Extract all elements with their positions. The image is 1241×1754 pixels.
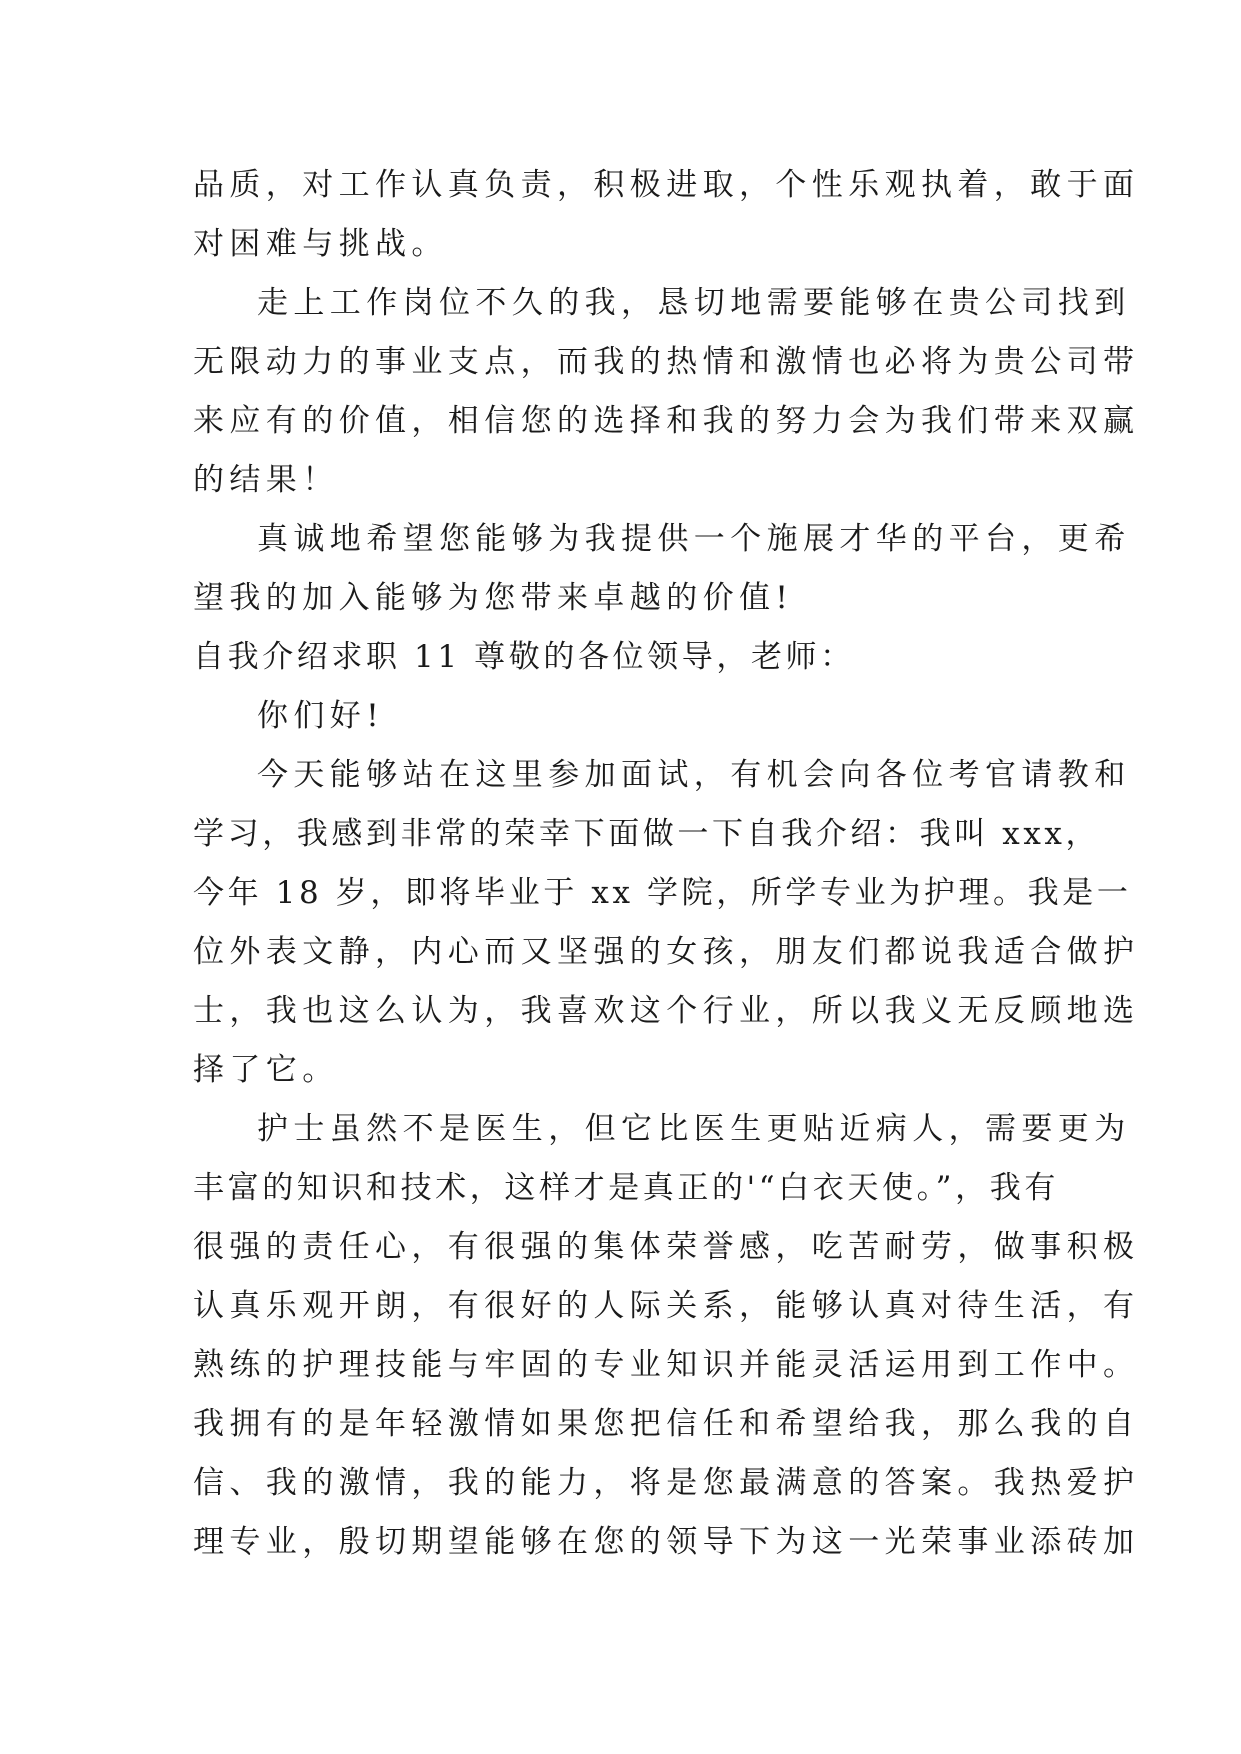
text-line: 无限动力的事业支点，而我的热情和激情也必将为贵公司带 <box>193 344 1140 380</box>
text-line: 品质，对工作认真负责，积极进取，个性乐观执着，敢于面 <box>193 167 1140 203</box>
text-line: 学习，我感到非常的荣幸下面做一下自我介绍：我叫 xxx， <box>193 816 1101 852</box>
document-body <box>193 156 1140 1572</box>
text-line: 的结果！ <box>193 462 339 498</box>
text-line: 理专业，殷切期望能够在您的领导下为这一光荣事业添砖加 <box>193 1524 1140 1560</box>
text-line: 真诚地希望您能够为我提供一个施展才华的平台，更希 <box>257 521 1131 557</box>
text-line: 择了它。 <box>193 1052 339 1088</box>
text-line: 很强的责任心，有很强的集体荣誉感，吃苦耐劳，做事积极 <box>193 1229 1140 1265</box>
text-line: 走上工作岗位不久的我，恳切地需要能够在贵公司找到 <box>257 285 1131 321</box>
greeting-line: 你们好! <box>257 698 385 734</box>
text-line: 今天能够站在这里参加面试，有机会向各位考官请教和 <box>257 757 1131 793</box>
text-line: 护士虽然不是医生，但它比医生更贴近病人，需要更为 <box>257 1111 1131 1147</box>
text-line: 认真乐观开朗，有很好的人际关系，能够认真对待生活，有 <box>193 1288 1140 1324</box>
text-line: 丰富的知识和技术，这样才是真正的'“白衣天使。”，我有 <box>193 1170 1059 1206</box>
text-line: 对困难与挑战。 <box>193 226 448 262</box>
text-line: 信、我的激情，我的能力，将是您最满意的答案。我热爱护 <box>193 1465 1140 1501</box>
text-line: 熟练的护理技能与牢固的专业知识并能灵活运用到工作中。 <box>193 1347 1140 1383</box>
text-line: 今年 18 岁，即将毕业于 xx 学院，所学专业为护理。我是一 <box>193 875 1132 911</box>
section-heading-line: 自我介绍求职 11 尊敬的各位领导，老师： <box>193 639 855 675</box>
text-line: 来应有的价值，相信您的选择和我的努力会为我们带来双赢 <box>193 403 1140 439</box>
text-line: 我拥有的是年轻激情如果您把信任和希望给我，那么我的自 <box>193 1406 1140 1442</box>
text-line: 望我的加入能够为您带来卓越的价值! <box>193 580 794 616</box>
text-line: 士，我也这么认为，我喜欢这个行业，所以我义无反顾地选 <box>193 993 1140 1029</box>
text-line: 位外表文静，内心而又坚强的女孩，朋友们都说我适合做护 <box>193 934 1140 970</box>
